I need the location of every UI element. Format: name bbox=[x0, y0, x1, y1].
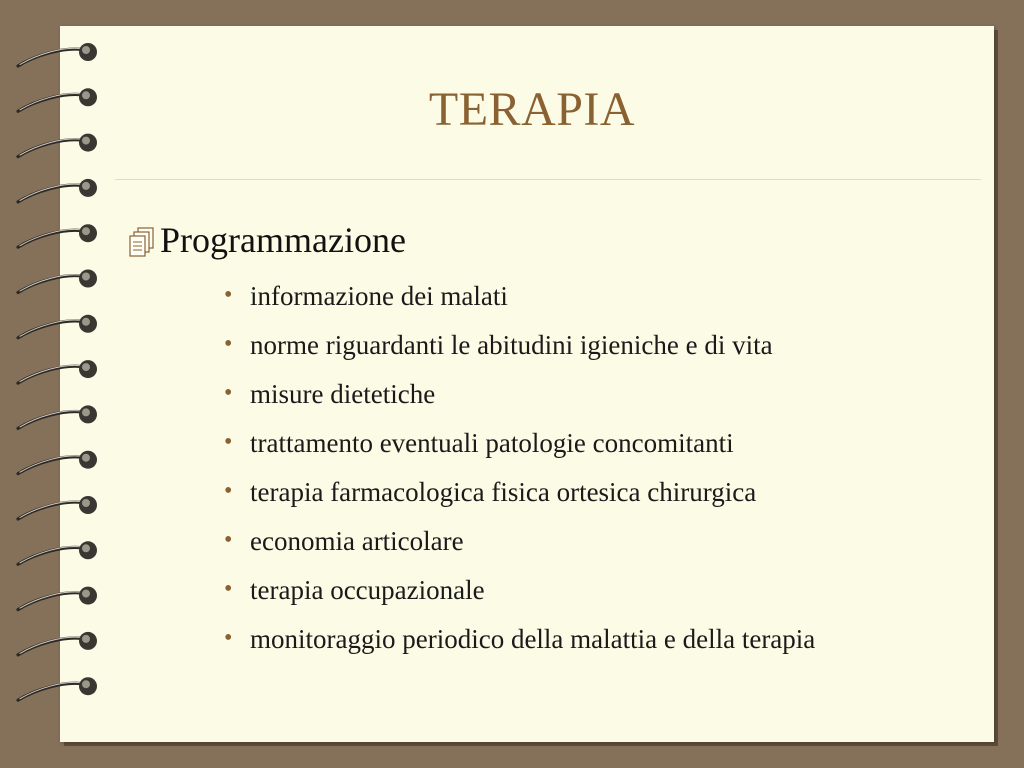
list-item-text: trattamento eventuali patologie concomitanti bbox=[250, 428, 734, 458]
title-divider bbox=[115, 179, 981, 180]
list-item bbox=[224, 472, 815, 521]
spiral-ring-icon bbox=[18, 541, 97, 564]
list-item bbox=[224, 570, 815, 619]
spiral-ring-icon bbox=[18, 677, 97, 700]
bullet-icon: • bbox=[224, 282, 233, 308]
spiral-ring-icon bbox=[18, 360, 97, 383]
spiral-ring-icon bbox=[18, 451, 97, 474]
list-item-text: economia articolare bbox=[250, 526, 464, 556]
list-item bbox=[224, 374, 815, 423]
spiral-ring-icon bbox=[18, 270, 97, 293]
list-item-text: norme riguardanti le abitudini igieniche e di vita bbox=[250, 330, 773, 360]
spiral-ring-icon bbox=[18, 224, 97, 247]
section-heading: Programmazione bbox=[160, 220, 406, 260]
list-item bbox=[224, 325, 815, 374]
bullet-icon: • bbox=[224, 527, 233, 553]
bullet-icon: • bbox=[224, 331, 233, 357]
list-item-text: misure dietetiche bbox=[250, 379, 436, 409]
bullet-list bbox=[224, 276, 815, 668]
section-heading-row bbox=[124, 216, 406, 264]
documents-icon bbox=[124, 225, 158, 259]
bullet-icon: • bbox=[224, 625, 233, 651]
spiral-ring-icon bbox=[18, 587, 97, 610]
list-item bbox=[224, 521, 815, 570]
list-item bbox=[224, 619, 815, 668]
list-item-text: terapia farmacologica fisica ortesica chirurgica bbox=[250, 477, 757, 507]
bullet-icon: • bbox=[224, 380, 233, 406]
spiral-ring-icon bbox=[18, 632, 97, 655]
spiral-ring-icon bbox=[18, 43, 97, 66]
list-item bbox=[224, 276, 815, 325]
bullet-icon: • bbox=[224, 478, 233, 504]
spiral-ring-icon bbox=[18, 179, 97, 202]
bullet-icon: • bbox=[224, 429, 233, 455]
spiral-ring-icon bbox=[18, 315, 97, 338]
spiral-ring-icon bbox=[18, 405, 97, 428]
list-item-text: terapia occupazionale bbox=[250, 575, 485, 605]
bullet-icon: • bbox=[224, 576, 233, 602]
list-item-text: informazione dei malati bbox=[250, 281, 508, 311]
list-item-text: monitoraggio periodico della malattia e della terapia bbox=[250, 624, 816, 654]
slide-title: TERAPIA bbox=[428, 83, 636, 136]
spiral-ring-icon bbox=[18, 134, 97, 157]
list-item bbox=[224, 423, 815, 472]
spiral-ring-icon bbox=[18, 496, 97, 519]
